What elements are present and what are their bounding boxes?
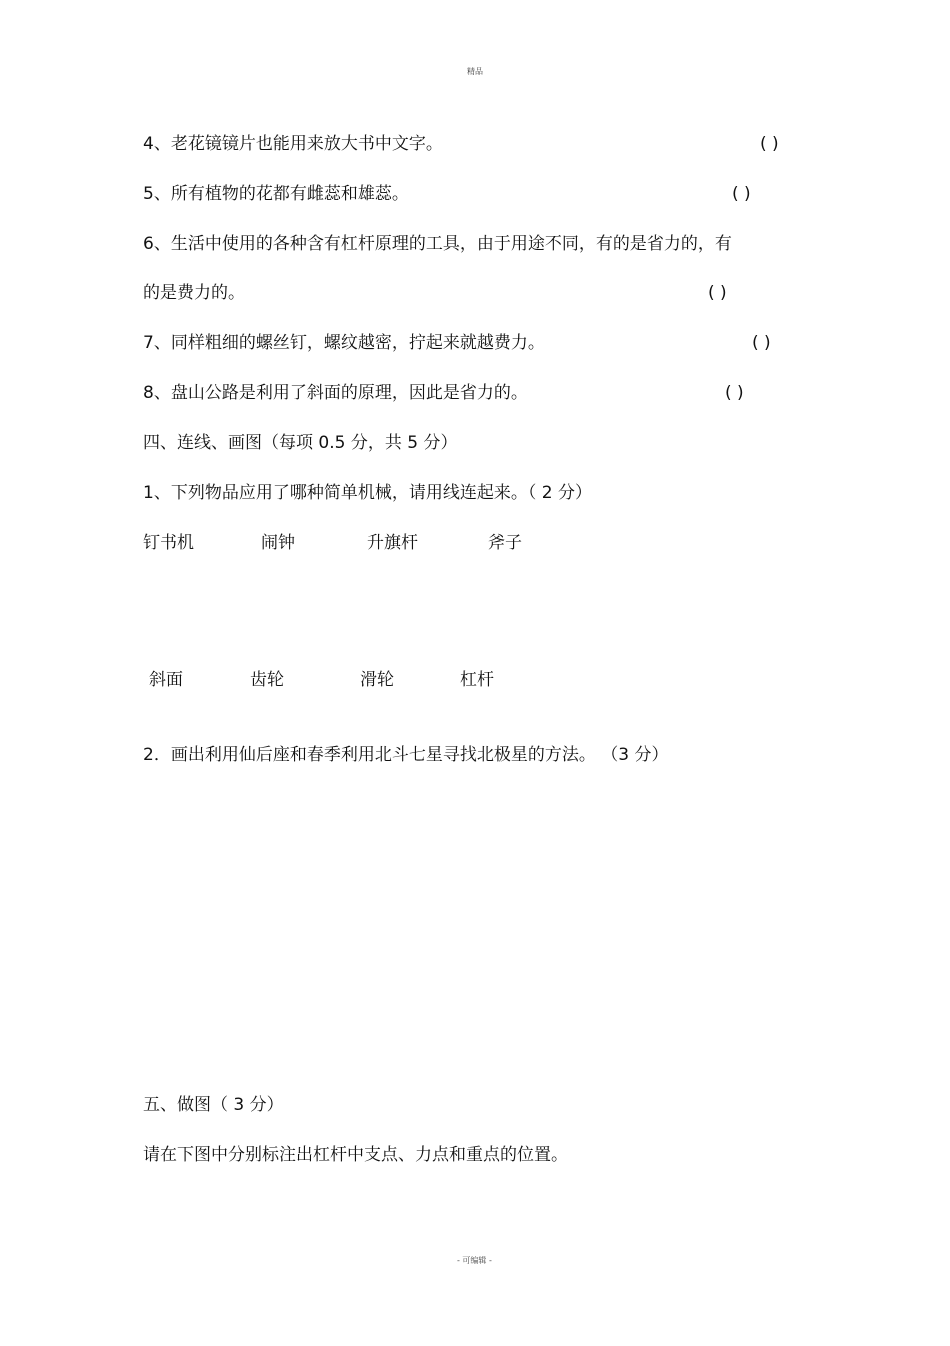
section-5-instruction: 请在下图中分别标注出杠杆中支点、力点和重点的位置。 — [143, 1145, 568, 1165]
question-7: 7、同样粗细的螺丝钉，螺纹越密，拧起来就越费力。 — [143, 333, 545, 353]
section-4-title: 四、连线、画图（每项 0.5 分，共 5 分） — [143, 433, 458, 453]
question-5: 5、所有植物的花都有雌蕊和雄蕊。 — [143, 184, 409, 204]
item-bottom-4[interactable]: 杠杆 — [460, 670, 494, 690]
item-bottom-1[interactable]: 斜面 — [149, 670, 183, 690]
item-top-4[interactable]: 斧子 — [488, 533, 522, 553]
item-top-2[interactable]: 闹钟 — [261, 533, 295, 553]
question-6-line1: 6、生活中使用的各种含有杠杆原理的工具，由于用途不同，有的是省力的，有 — [143, 234, 732, 254]
item-bottom-3[interactable]: 滑轮 — [360, 670, 394, 690]
question-6-line2: 的是费力的。 — [143, 283, 245, 303]
answer-blank-6[interactable]: ( ) — [708, 283, 727, 303]
answer-blank-5[interactable]: ( ) — [732, 184, 751, 204]
section-5-title: 五、做图（ 3 分） — [143, 1095, 284, 1115]
section-4-question-2: 2．画出利用仙后座和春季利用北斗七星寻找北极星的方法。 （3 分） — [143, 745, 669, 765]
answer-blank-4[interactable]: ( ) — [760, 134, 779, 154]
item-top-1[interactable]: 钉书机 — [143, 533, 194, 553]
section-4-question-1: 1、下列物品应用了哪种简单机械，请用线连起来。（ 2 分） — [143, 483, 592, 503]
item-top-3[interactable]: 升旗杆 — [367, 533, 418, 553]
answer-blank-8[interactable]: ( ) — [725, 383, 744, 403]
question-4: 4、老花镜镜片也能用来放大书中文字。 — [143, 134, 443, 154]
page-header: 精品 — [467, 67, 483, 76]
item-bottom-2[interactable]: 齿轮 — [250, 670, 284, 690]
question-8: 8、盘山公路是利用了斜面的原理，因此是省力的。 — [143, 383, 528, 403]
page-footer: - 可编辑 - — [457, 1256, 492, 1265]
answer-blank-7[interactable]: ( ) — [752, 333, 771, 353]
